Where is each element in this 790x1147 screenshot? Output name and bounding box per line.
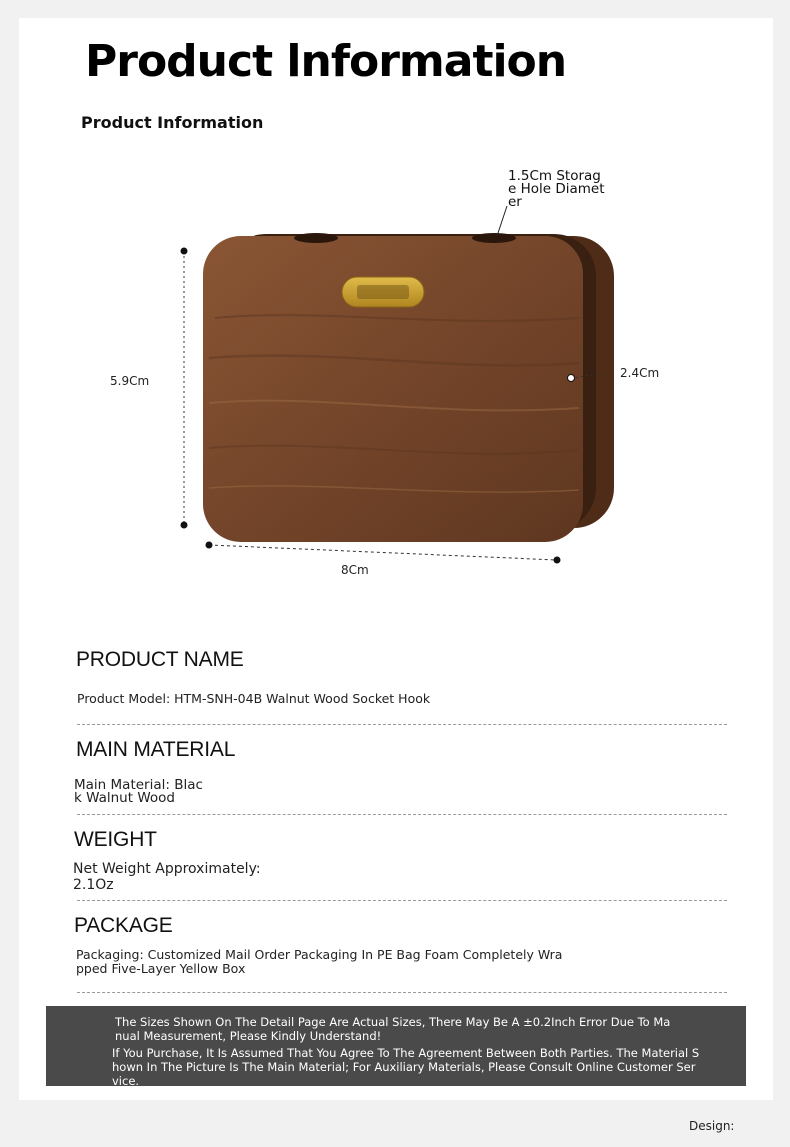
width-dimension-line <box>206 542 561 564</box>
width-label: 8Cm <box>341 563 369 577</box>
main-material-heading: MAIN MATERIAL <box>76 738 236 761</box>
weight-heading: WEIGHT <box>74 828 157 851</box>
depth-label: 2.4Cm <box>620 366 660 380</box>
product-info-card <box>19 18 773 1100</box>
section-subtitle: Product Information <box>81 113 264 132</box>
agreement-disclaimer-text: If You Purchase, It Is Assumed That You Agree To The Agreement Between Both Parties. The Material Shown In The Picture Is The Main Material; For Auxiliary Materials, Please Consult Online Customer Service. <box>112 1046 700 1088</box>
storage-hole-callout: 1.5Cm Storage Hole Diameter <box>508 168 605 210</box>
weight-text: Net Weight Approximately: 2.1Oz <box>73 861 261 893</box>
product-name-text: Product Model: HTM-SNH-04B Walnut Wood Socket Hook <box>77 691 431 706</box>
divider <box>77 814 727 815</box>
size-disclaimer-text: The Sizes Shown On The Detail Page Are Actual Sizes, There May Be A ±0.2Inch Error Due To Manual Measurement, Please Kindly Understand! <box>115 1015 671 1043</box>
brand-logo-mark <box>357 285 409 299</box>
callout-leader-line <box>497 206 507 236</box>
divider <box>77 900 727 901</box>
product-name-heading: PRODUCT NAME <box>76 648 244 671</box>
main-material-text: Main Material: Black Walnut Wood <box>74 777 203 806</box>
page-title: Product lnformation <box>85 36 567 87</box>
divider <box>77 724 727 725</box>
divider <box>77 992 727 993</box>
package-text: Packaging: Customized Mail Order Packaging In PE Bag Foam Completely Wrapped Five-Layer Yellow Box <box>76 947 563 976</box>
storage-hole-right <box>472 233 516 243</box>
product-dimension-figure <box>19 18 773 618</box>
design-label: Design: <box>689 1119 735 1133</box>
package-heading: PACKAGE <box>74 914 173 937</box>
disclaimer-notice <box>46 1006 746 1086</box>
storage-hole-left <box>294 233 338 243</box>
height-label: 5.9Cm <box>110 374 150 388</box>
height-dimension-line <box>181 248 188 529</box>
